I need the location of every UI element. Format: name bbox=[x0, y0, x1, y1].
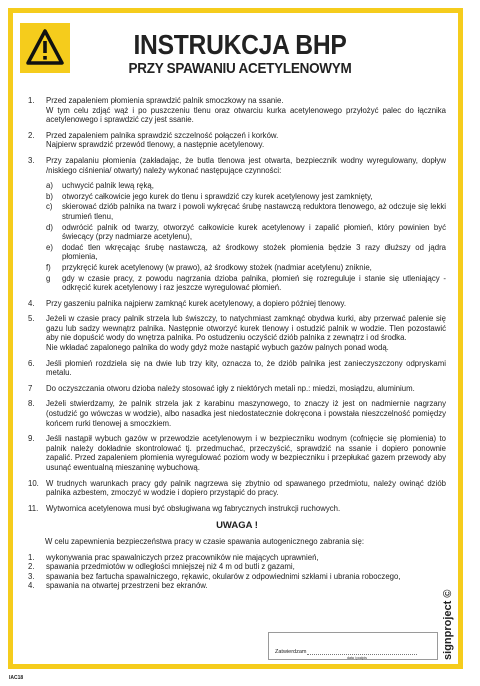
brand-mark bbox=[442, 580, 456, 660]
product-code: IAC18 bbox=[9, 675, 24, 681]
instruction-list bbox=[28, 96, 446, 591]
sub-step: c) skierować dziób palnika na twarz i powoli wykręcać śrubę nastawczą reduktora tlenowego, aż odczuje się lekki strumień tlenu, bbox=[46, 202, 446, 221]
approval-label: Zatwierdzam bbox=[275, 649, 307, 655]
list-item: 10. W trudnych warunkach pracy gdy palnik nagrzewa się zbytnio od spawanego przedmiotu, należy owinąć dziób palnika azbestem, zmoczyć w wodzie i dopiero przystąpić do pracy. bbox=[28, 478, 446, 498]
list-item: 4. Przy gaszeniu palnika najpierw zamknąć kurek acetylenowy, a dopiero później tlenowy. bbox=[28, 298, 347, 308]
header bbox=[85, 30, 395, 78]
list-item: 11. Wytwornica acetylenowa musi być obsługiwana wg fabrycznych instrukcji ruchowych. bbox=[28, 503, 341, 513]
warning-item: 4. spawania na otwartej przestrzeni bez ekranów. bbox=[28, 581, 208, 591]
approval-box bbox=[268, 632, 438, 660]
warning-intro: W celu zapewnienia bezpieczeństwa pracy w czasie spawania autogenicznego zabrania się: bbox=[45, 536, 364, 546]
list-item: 6. Jeśli płomień rozdziela się na dwie lub trzy kity, oznacza to, że dziób palnika jest zanieczyszczony odpryskami metalu. bbox=[28, 358, 446, 378]
page-subtitle: PRZY SPAWANIU ACETYLENOWYM bbox=[128, 60, 352, 77]
sub-step: e) dodać tlen wkręcając śrubę nastawczą, aż środkowy stożek płomienia będzie 3 razy dłuższy od jądra płomienia, bbox=[46, 242, 446, 262]
list-item: 9. Jeśli nastąpił wybuch gazów w przewodzie acetylenowym i w bezpieczniku wodnym (cofnięcie się płomienia) to palnik należy dokładnie skontrolować tj. przedmuchać, przeczyścić, sprawdzić na ssanie i dopiero ponownie zapalić. Przed zapaleniem płomienia wyregulować poziom wody w bezpieczniku i przepłukać gazem przewody aby usunąć ewentualną mieszaninę wybuchową. bbox=[28, 434, 446, 472]
page-title: INSTRUKCJA BHP bbox=[133, 29, 347, 60]
sub-step: f) przykręcić kurek acetylenowy (w prawo), aż środkowy stożek (nadmiar acetylenu) zniknie, bbox=[46, 262, 372, 272]
sub-step: g gdy w czasie pracy, z powodu nagrzania dzioba palnika, płomień się rozreguluje i stanie się utleniający - odkręcić kurek acetylenowy i raz jeszcze wyregulować płomień. bbox=[46, 273, 446, 293]
sub-step: b) otworzyć całkowicie jego kurek do tlenu i sprawdzić czy kurek acetylenowy jest zamknięty, bbox=[46, 191, 373, 201]
warning-item: 1. wykonywania prac spawalniczych przez pracowników nie mających uprawnień, bbox=[28, 552, 319, 562]
brand-text: signproject © bbox=[442, 589, 454, 660]
warning-item: 3. spawania bez fartucha spawalniczego, rękawic, okularów z odpowiednimi szkłami i ubrania roboczego, bbox=[28, 571, 401, 581]
list-item: 7 Do oczyszczania otworu dzioba należy stosować igły z niektórych metali np.: miedzi, mosiądzu, aluminium. bbox=[28, 383, 415, 393]
warning-triangle-icon bbox=[26, 29, 64, 65]
warning-item: 2. spawania przedmiotów w odległości mniejszej niż 4 m od butli z gazami, bbox=[28, 562, 295, 572]
list-item: 8. Jeżeli stwierdzamy, że palnik strzela jak z karabinu maszynowego, to znaczy iż jest on nadmiernie nagrzany (ostudzić go wówczas w wodzie), albo nasadka jest niedostatecznie dokręcona i powstała nieszczelność pomiędzy końcem rurki tlenowej a smoczkiem. bbox=[28, 399, 446, 428]
approval-caption: data i podpis bbox=[347, 656, 367, 660]
sub-step: d) odwrócić palnik od twarzy, otworzyć całkowicie kurek acetylenowy i zapalić płomień, który powinien być świecący (przy nadmiarze acetylenu), bbox=[46, 222, 446, 242]
signature-line bbox=[307, 654, 417, 655]
list-item: 3. Przy zapalaniu płomienia (zakładając, że butla tlenowa jest otwarta, bezpiecznik wodny wyregulowany, dopływ /niskiego ciśnienia/ otwarty) należy wykonać następujące czynności: a) uchwycić palnik lewą ręką, b) otworzyć całkowicie jego kurek do tlenu i sprawdzić czy kurek acetylenowy jest zamknięty, c) skierować dziób palnika na twarz i powoli wykręcać śrubę nastawczą reduktora tlenowego, aż odczuje się lekki strumień tlenu, d) odwrócić palnik od twarzy, otworzyć całkowicie kurek acetylenowy i zapalić płomień, który powinien być świecący (przy nadmiarze acetylenu), e) dodać tlen wkręcając śrubę nastawczą, aż środkowy stożek płomienia będzie 3 razy dłuższy od jądra płomienia, f) przykręcić kurek acetylenowy (w prawo), aż środkowy stożek (nadmiar acetylenu) zniknie, g gdy w czasie pracy, z powodu nagrzania dzioba palnika, płomień się rozreguluje i stanie się utleniający - odkręcić kurek acetylenowy i raz jeszcze wyregulować płomień. bbox=[28, 155, 446, 293]
list-item: 2. Przed zapaleniem palnika sprawdzić szczelność połączeń i korków. Najpierw sprawdzić przewód tlenowy, a następnie acetylenowy. bbox=[28, 130, 279, 150]
sub-step: a) uchwycić palnik lewą ręką, bbox=[46, 181, 154, 191]
list-item: 1. Przed zapaleniem płomienia sprawdzić palnik smoczkowy na ssanie. W tym celu zdjąć wąż i po puszczeniu tlenu oraz otwarciu kurka acetylenowego przyłożyć palec do łącznika acetylenowego i sprawdzić czy jest ssanie. bbox=[28, 96, 446, 125]
list-item: 5. Jeżeli w czasie pracy palnik strzela lub świszczy, to natychmiast zamknąć obydwa kurki, aby przerwać palenie się gazu lub sadzy wewnątrz palnika. Następnie otworzyć kurek tlenowy i ostudzić palnik w wodzie. Tlen pozostawić aby nie dopuścić wody do wnętrza palnika. Po ostudzeniu oczyścić dziób palnika z zewnątrz i od środka. Nie wkładać zapalonego palnika do wody gdyż może nastąpić wybuch gazów palnych ponad wodą. bbox=[28, 314, 446, 353]
warning-heading: UWAGA ! bbox=[216, 520, 258, 532]
warning-sign bbox=[20, 23, 70, 73]
